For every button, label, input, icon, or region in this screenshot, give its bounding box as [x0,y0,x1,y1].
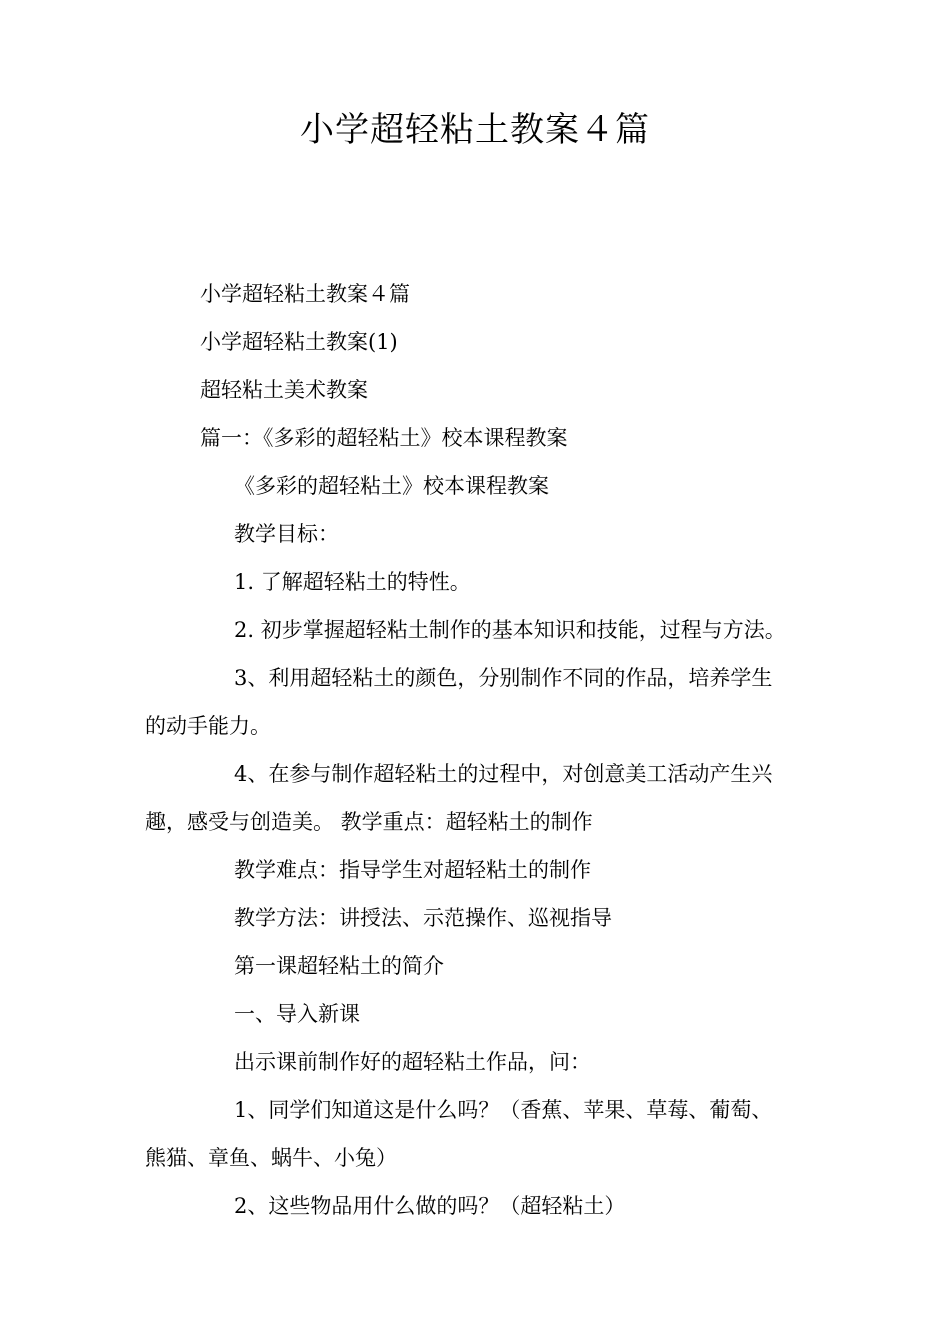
text-line-11: 4、在参与制作超轻粘土的过程中，对创意美工活动产生兴 [234,762,773,786]
text-line-17: 出示课前制作好的超轻粘土作品，问： [234,1050,591,1074]
text-line-9: 3、利用超轻粘土的颜色，分别制作不同的作品，培养学生 [234,666,773,690]
document-title: 小学超轻粘土教案４篇 [300,110,650,150]
text-line-16: 一、导入新课 [234,1002,360,1026]
text-line-1: 小学超轻粘土教案４篇 [200,282,410,306]
text-line-8: 2. 初步掌握超轻粘土制作的基本知识和技能，过程与方法。 [234,618,786,642]
text-line-4: 篇一：《多彩的超轻粘土》校本课程教案 [200,426,568,450]
text-line-19: 熊猫、章鱼、蜗牛、小兔） [145,1146,397,1170]
text-line-20: 2、这些物品用什么做的吗？（超轻粘土） [234,1194,626,1218]
text-line-14: 教学方法：讲授法、示范操作、巡视指导 [234,906,612,930]
text-line-2: 小学超轻粘土教案(1) [200,330,398,354]
text-line-7: 1. 了解超轻粘土的特性。 [234,570,471,594]
text-line-6: 教学目标： [234,522,339,546]
text-line-18: 1、同学们知道这是什么吗？（香蕉、苹果、草莓、葡萄、 [234,1098,773,1122]
text-line-13: 教学难点：指导学生对超轻粘土的制作 [234,858,591,882]
text-line-10: 的动手能力。 [145,714,271,738]
text-line-15: 第一课超轻粘土的简介 [234,954,444,978]
text-line-12: 趣，感受与创造美。 教学重点：超轻粘土的制作 [145,810,593,834]
text-line-3: 超轻粘土美术教案 [200,378,368,402]
text-line-5: 《多彩的超轻粘土》校本课程教案 [234,474,549,498]
